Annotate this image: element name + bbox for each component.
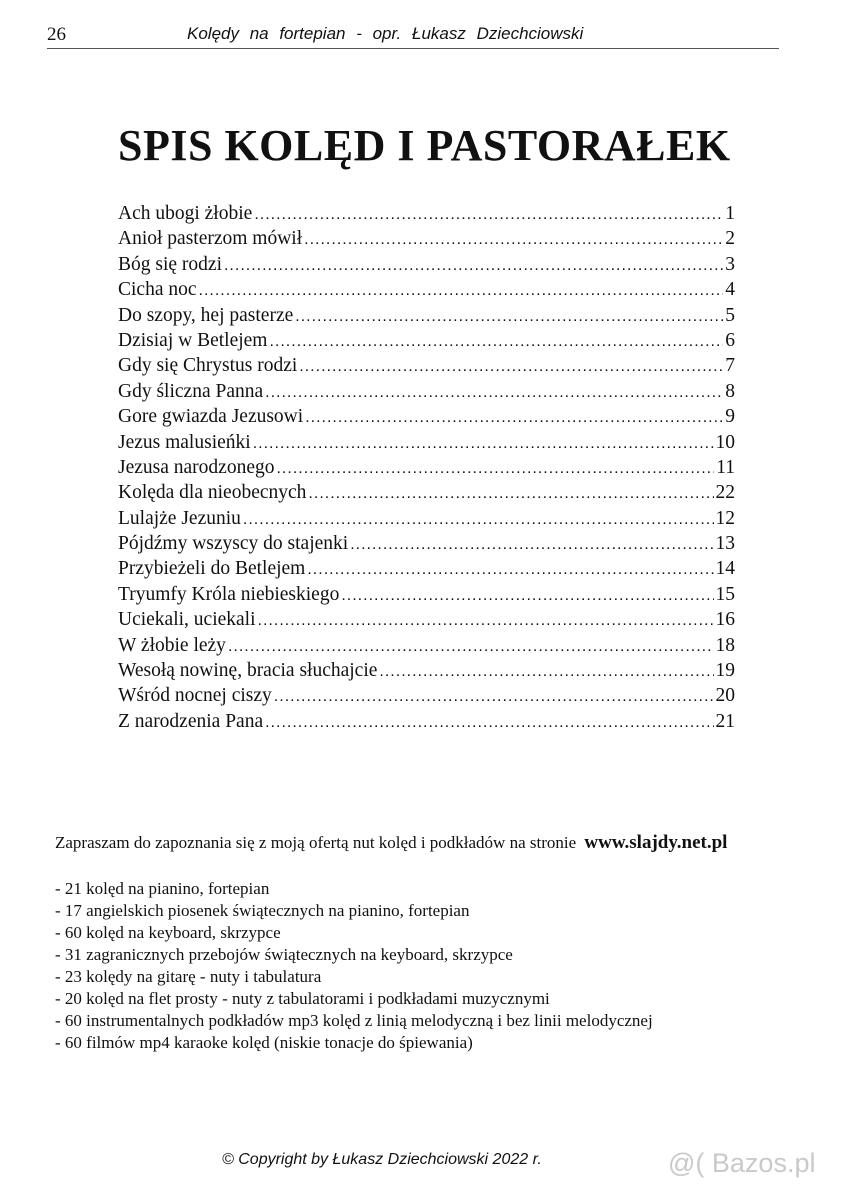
dot-leader xyxy=(274,684,714,709)
dot-leader xyxy=(276,456,714,481)
toc-entry xyxy=(118,556,735,581)
toc-entry-title: Z narodzenia Pana xyxy=(118,710,264,732)
toc-entry-page: 13 xyxy=(715,533,735,555)
toc-entry xyxy=(118,201,735,226)
toc-entry-title: W żłobie leży xyxy=(118,634,226,656)
toc-entry-page: 16 xyxy=(715,609,735,631)
toc-entry-title: Do szopy, hej pasterze xyxy=(118,304,294,326)
toc-entry xyxy=(118,379,735,404)
dot-leader xyxy=(307,557,713,582)
toc-entry-title: Kolęda dla nieobecnych xyxy=(118,482,307,504)
dot-leader xyxy=(243,507,714,532)
offer-item: - 20 kolęd na flet prosty - nuty z tabulatorami i podkładami muzycznymi xyxy=(55,989,550,1008)
offer-item: - 60 filmów mp4 karaoke kolęd (niskie tonacje do śpiewania) xyxy=(55,1033,473,1052)
watermark: @( Bazos.pl xyxy=(668,1148,816,1178)
toc-entry-page: 21 xyxy=(715,710,735,732)
toc-entry-page: 19 xyxy=(715,660,735,682)
toc-entry xyxy=(118,252,735,277)
dot-leader xyxy=(350,532,713,557)
toc-entry-page: 12 xyxy=(715,507,735,529)
toc-title: SPIS KOLĘD I PASTORAŁEK xyxy=(118,121,731,170)
dot-leader xyxy=(254,202,723,227)
toc-entry-title: Jezus malusieńki xyxy=(118,431,251,453)
toc-entry xyxy=(118,480,735,505)
toc-entry-title: Gdy śliczna Panna xyxy=(118,380,264,402)
dot-leader xyxy=(258,608,714,633)
toc-entry-page: 22 xyxy=(715,482,735,504)
toc-entry-page: 18 xyxy=(715,634,735,656)
toc-entry xyxy=(118,353,735,378)
copyright-notice: © Copyright by Łukasz Dziechciowski 2022 r. xyxy=(222,1151,542,1168)
website-link[interactable]: www.slajdy.net.pl xyxy=(584,832,728,853)
toc-entry-page: 15 xyxy=(715,583,735,605)
table-of-contents xyxy=(118,201,735,734)
toc-entry xyxy=(118,404,735,429)
toc-entry-page: 9 xyxy=(725,406,735,428)
toc-entry xyxy=(118,328,735,353)
toc-entry xyxy=(118,607,735,632)
toc-entry-title: Gore gwiazda Jezusowi xyxy=(118,406,304,428)
toc-entry-page: 20 xyxy=(715,685,735,707)
toc-entry xyxy=(118,582,735,607)
toc-entry-title: Wesołą nowinę, bracia słuchajcie xyxy=(118,660,378,682)
dot-leader xyxy=(269,329,723,354)
toc-entry-title: Lulajże Jezuniu xyxy=(118,507,241,529)
dot-leader xyxy=(295,304,723,329)
toc-entry-page: 8 xyxy=(725,380,735,402)
offer-item: - 23 kolędy na gitarę - nuty i tabulatura xyxy=(55,967,322,986)
toc-entry-title: Bóg się rodzi xyxy=(118,253,222,275)
toc-entry xyxy=(118,455,735,480)
toc-entry xyxy=(118,709,735,734)
toc-entry-page: 4 xyxy=(725,279,735,301)
toc-entry xyxy=(118,633,735,658)
page-header xyxy=(47,22,779,49)
toc-entry-title: Wśród nocnej ciszy xyxy=(118,685,272,707)
header-title: Kolędy na fortepian - opr. Łukasz Dziechciowski xyxy=(187,24,584,43)
offer-item: - 60 kolęd na keyboard, skrzypce xyxy=(55,923,281,942)
offer-item: - 21 kolęd na pianino, fortepian xyxy=(55,879,270,898)
offer-item: - 17 angielskich piosenek świątecznych na pianino, fortepian xyxy=(55,901,470,920)
toc-entry-title: Pójdźmy wszyscy do stajenki xyxy=(118,533,349,555)
toc-entry xyxy=(118,303,735,328)
toc-entry-title: Anioł pasterzom mówił xyxy=(118,228,303,250)
toc-entry-page: 3 xyxy=(725,253,735,275)
dot-leader xyxy=(224,253,723,278)
toc-entry xyxy=(118,277,735,302)
page-number: 26 xyxy=(47,24,66,45)
offer-item: - 31 zagranicznych przebojów świątecznych na keyboard, skrzypce xyxy=(55,945,513,964)
toc-entry-page: 14 xyxy=(715,558,735,580)
toc-entry-page: 10 xyxy=(715,431,735,453)
dot-leader xyxy=(305,405,723,430)
toc-entry xyxy=(118,226,735,251)
dot-leader xyxy=(265,710,713,735)
toc-entry xyxy=(118,531,735,556)
toc-entry-title: Tryumfy Króla niebieskiego xyxy=(118,583,340,605)
dot-leader xyxy=(253,431,714,456)
toc-entry xyxy=(118,658,735,683)
toc-entry-title: Gdy się Chrystus rodzi xyxy=(118,355,298,377)
toc-entry-page: 11 xyxy=(716,456,735,478)
toc-entry-title: Przybieżeli do Betlejem xyxy=(118,558,306,580)
promo-line xyxy=(55,832,727,854)
toc-entry xyxy=(118,506,735,531)
toc-entry-page: 6 xyxy=(725,329,735,351)
dot-leader xyxy=(308,481,713,506)
offer-list xyxy=(55,878,653,1054)
toc-entry-page: 1 xyxy=(725,203,735,224)
toc-entry-title: Jezusa narodzonego xyxy=(118,456,275,478)
dot-leader xyxy=(304,227,723,252)
toc-entry-title: Cicha noc xyxy=(118,279,197,301)
promo-text: Zapraszam do zapoznania się z moją ofertą nut kolęd i podkładów na stronie xyxy=(55,833,577,852)
dot-leader xyxy=(341,583,713,608)
offer-item: - 60 instrumentalnych podkładów mp3 kolęd z linią melodyczną i bez linii melodycznej xyxy=(55,1011,653,1030)
dot-leader xyxy=(228,634,714,659)
toc-entry xyxy=(118,430,735,455)
toc-entry-title: Dzisiaj w Betlejem xyxy=(118,329,268,351)
dot-leader xyxy=(199,278,724,303)
toc-entry xyxy=(118,683,735,708)
dot-leader xyxy=(379,659,713,684)
toc-entry-title: Ach ubogi żłobie xyxy=(118,203,253,224)
dot-leader xyxy=(299,354,723,379)
toc-entry-title: Uciekali, uciekali xyxy=(118,609,256,631)
toc-entry-page: 2 xyxy=(725,228,735,250)
toc-entry-page: 5 xyxy=(725,304,735,326)
toc-entry-page: 7 xyxy=(725,355,735,377)
dot-leader xyxy=(265,380,723,405)
